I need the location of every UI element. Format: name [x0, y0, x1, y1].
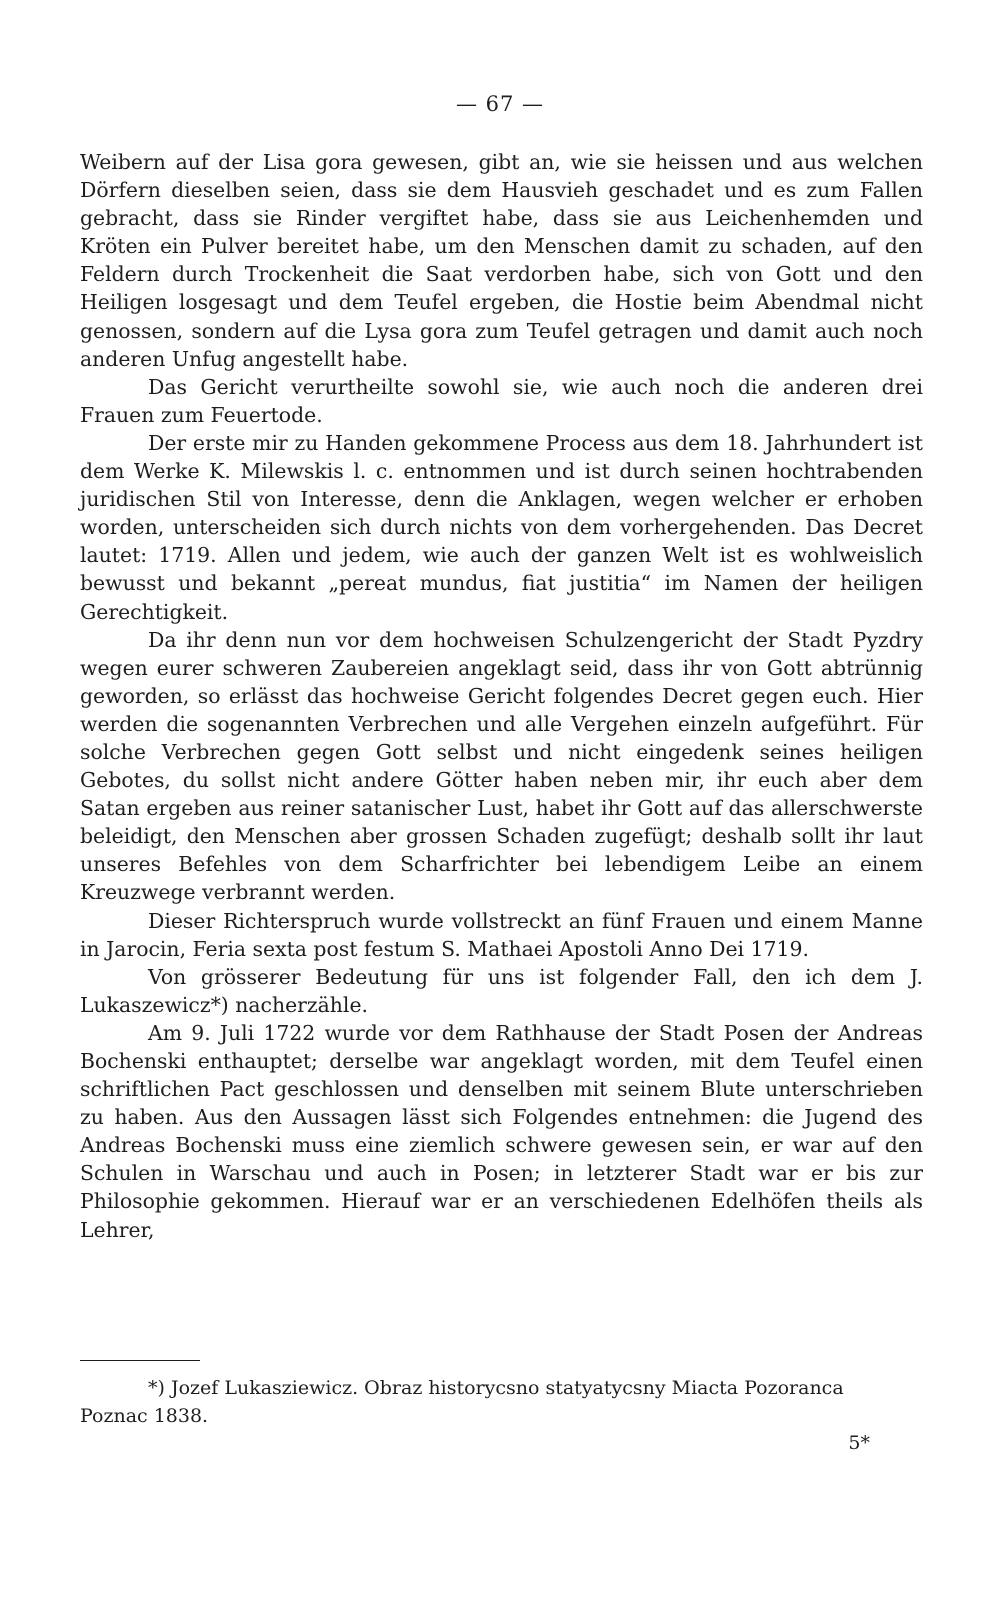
page-number: — 67 —	[455, 92, 545, 116]
paragraph-bochenski: Am 9. Juli 1722 wurde vor dem Rathhause der Stadt Posen der Andreas Bochenski enthauptet; derselbe war angeklagt worden, mit dem Teufel einen schriftlichen Pact geschlossen und denselben mit seinem Blute unterschrieben zu haben. Aus den Aussagen lässt sich Folgendes entnehmen: die Jugend des Andreas Bochenski muss eine ziemlich schwere gewesen sein, er war auf den Schulen in Warschau und auch in Posen; in letzterer Stadt war er bis zur Philosophie gekommen. Hierauf war er an verschiedenen Edelhöfen theils als Lehrer,	[80, 1020, 923, 1242]
paragraph-verdict: Das Gericht verurtheilte sowohl sie, wie auch noch die anderen drei Frauen zum Feuertode.	[80, 374, 923, 427]
paragraph-transition: Von grösserer Bedeutung für uns ist folgender Fall, den ich dem J. Lukaszewicz*) nacherzähle.	[80, 964, 923, 1017]
signature-mark: 5*	[848, 1432, 870, 1454]
paragraph-decret: Da ihr denn nun vor dem hochweisen Schulzengericht der Stadt Pyzdry wegen eurer schweren Zaubereien angeklagt seid, dass ihr von Gott abtrünnig geworden, so erlässt das hochweise Gericht folgendes Decret gegen euch. Hier werden die sogenannten Verbrechen und alle Vergehen einzeln aufgeführt. Für solche Verbrechen gegen Gott selbst und nicht eingedenk seines heiligen Gebotes, du sollst nicht andere Götter haben neben mir, ihr euch aber dem Satan ergeben aus reiner satanischer Lust, habet ihr Gott auf das allerschwerste beleidigt, den Menschen aber grossen Schaden zugefügt; deshalb sollt ihr laut unseres Befehles von dem Scharfrichter bei lebendigem Leibe an einem Kreuzwege verbrannt werden.	[80, 627, 923, 905]
footnote-line-2: Poznac 1838.	[80, 1405, 209, 1427]
footnote-divider	[80, 1360, 200, 1361]
body-text	[80, 148, 923, 1244]
footnote-line-1: *) Jozef Lukasziewicz. Obraz historycsno statyatycsny Miacta Pozoranca	[148, 1377, 844, 1399]
paragraph-process-1719: Der erste mir zu Handen gekommene Process aus dem 18. Jahrhundert ist dem Werke K. Milewskis l. c. entnommen und ist durch seinen hochtrabenden juridischen Stil von Interesse, denn die Anklagen, wegen welcher er erhoben worden, unterscheiden sich durch nichts von dem vorhergehenden. Das Decret lautet: 1719. Allen und jedem, wie auch der ganzen Welt ist es wohlweislich bewusst und bekannt „pereat mundus, fiat justitia“ im Namen der heiligen Gerechtigkeit.	[80, 430, 923, 624]
footnote	[80, 1374, 923, 1430]
paragraph-continuation: Weibern auf der Lisa gora gewesen, gibt an, wie sie heissen und aus welchen Dörfern dieselben seien, dass sie dem Hausvieh geschadet und es zum Fallen gebracht, dass sie Rinder vergiftet habe, dass sie aus Leichenhemden und Kröten ein Pulver bereitet habe, um den Menschen damit zu schaden, auf den Feldern durch Trockenheit die Saat verdorben habe, sich von Gott und den Heiligen losgesagt und dem Teufel ergeben, die Hostie beim Abendmal nicht genossen, sondern auf die Lysa gora zum Teufel getragen und damit auch noch anderen Unfug angestellt habe.	[80, 150, 923, 371]
paragraph-execution: Dieser Richterspruch wurde vollstreckt an fünf Frauen und einem Manne in Jarocin, Feria sexta post festum S. Mathaei Apostoli Anno Dei 1719.	[80, 908, 923, 961]
